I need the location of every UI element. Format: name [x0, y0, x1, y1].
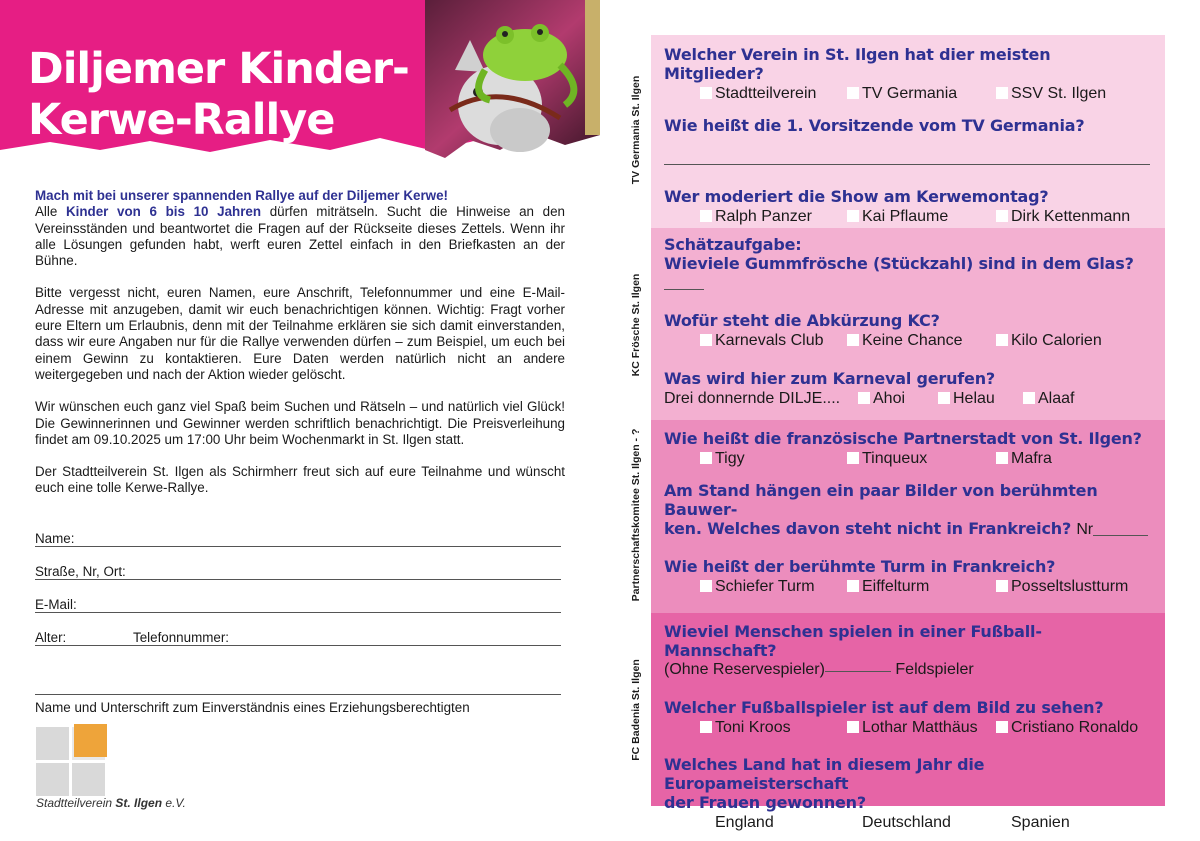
checkbox[interactable]	[938, 392, 950, 404]
option-england[interactable]: England	[700, 814, 774, 832]
checkbox[interactable]	[996, 580, 1008, 592]
name-field[interactable]	[35, 530, 561, 547]
address-label: Straße, Nr, Ort:	[35, 564, 126, 579]
question-buildings-line1: Am Stand hängen ein paar Bilder von berühmten Bauwer-	[664, 481, 1098, 519]
question-chairwoman: Wie heißt die 1. Vorsitzende vom TV Germania?	[664, 116, 1085, 135]
option-tinqueux[interactable]: Tinqueux	[847, 450, 927, 468]
option-ralph-panzer[interactable]: Ralph Panzer	[700, 208, 812, 226]
option-keine-chance[interactable]: Keine Chance	[847, 332, 963, 350]
question-football-player: Welcher Fußballspieler ist auf dem Bild zu sehen?	[664, 698, 1104, 717]
option-eiffelturm[interactable]: Eiffelturm	[847, 578, 929, 596]
checkbox[interactable]	[847, 87, 859, 99]
checkbox[interactable]	[858, 392, 870, 404]
checkbox[interactable]	[847, 452, 859, 464]
section-label-tv-germania: TV Germania St. Ilgen	[630, 75, 642, 185]
section-partnerschaft	[651, 420, 1165, 613]
checkbox[interactable]	[700, 580, 712, 592]
section-tv-germania	[651, 35, 1165, 228]
option-deutschland[interactable]: Deutschland	[847, 814, 951, 832]
option-stadtteilverein[interactable]: Stadtteilverein	[700, 85, 816, 103]
intro-text	[35, 188, 565, 513]
options-largest-club	[664, 85, 1153, 104]
option-schiefer-turm[interactable]: Schiefer Turm	[700, 578, 815, 596]
section-fc-badenia	[651, 613, 1165, 831]
question-famous-tower: Wie heißt der berühmte Turm in Frankreich?	[664, 557, 1056, 576]
carnival-call-prefix: Drei donnernde DILJE....	[664, 390, 841, 407]
option-tv-germania[interactable]: TV Germania	[847, 85, 957, 103]
checkbox[interactable]	[700, 721, 712, 733]
frog-pupil-right	[537, 29, 543, 35]
section-label-kc-froesche: KC Frösche St. Ilgen	[630, 273, 642, 377]
option-toni-kroos[interactable]: Toni Kroos	[700, 719, 791, 737]
intro-closing-paragraph: Der Stadtteilverein St. Ilgen als Schirmherr freut sich auf eure Teilnahme und wünscht euch eine tolle Kerwe-Rallye.	[35, 464, 565, 496]
option-posseltslustturm[interactable]: Posseltslustturm	[996, 578, 1128, 596]
option-dirk-kettenmann[interactable]: Dirk Kettenmann	[996, 208, 1130, 226]
options-famous-tower	[664, 578, 1153, 597]
section-label-partnerschaft: Partnerschaftskomitee St. Ilgen - ?	[630, 428, 642, 602]
checkbox[interactable]	[1023, 392, 1035, 404]
options-show-host	[664, 208, 1153, 227]
option-mafra[interactable]: Mafra	[996, 450, 1052, 468]
checkbox[interactable]	[996, 334, 1008, 346]
option-karnevals-club[interactable]: Karnevals Club	[700, 332, 824, 350]
question-show-host: Wer moderiert die Show am Kerwemontag?	[664, 187, 1049, 206]
checkbox[interactable]	[996, 452, 1008, 464]
checkbox[interactable]	[700, 87, 712, 99]
address-field[interactable]	[35, 563, 561, 580]
frog-body	[483, 29, 567, 81]
checkbox[interactable]	[700, 816, 712, 828]
option-kai-pflaume[interactable]: Kai Pflaume	[847, 208, 948, 226]
option-ahoi[interactable]: Ahoi	[858, 390, 905, 408]
checkbox[interactable]	[996, 816, 1008, 828]
logo-square	[36, 727, 69, 760]
option-tigy[interactable]: Tigy	[700, 450, 745, 468]
option-alaaf[interactable]: Alaaf	[1023, 390, 1074, 408]
option-spanien[interactable]: Spanien	[996, 814, 1070, 832]
options-carnival-call	[664, 390, 1153, 409]
question-buildings-line2: ken. Welches davon steht nicht in Frankreich? Nr	[664, 519, 1153, 539]
question-partner-city: Wie heißt die französische Partnerstadt von St. Ilgen?	[664, 429, 1142, 448]
checkbox[interactable]	[847, 816, 859, 828]
age-label: Alter:	[35, 630, 67, 645]
hero-banner	[0, 0, 600, 175]
checkbox[interactable]	[847, 334, 859, 346]
frog-pupil-left	[502, 31, 508, 37]
checkbox[interactable]	[996, 87, 1008, 99]
email-label: E-Mail:	[35, 597, 77, 612]
options-partner-city	[664, 450, 1153, 469]
signature-label: Name und Unterschrift zum Einverständnis eines Erziehungsberechtigten	[35, 700, 470, 715]
checkbox[interactable]	[847, 210, 859, 222]
option-kilo-calorien[interactable]: Kilo Calorien	[996, 332, 1102, 350]
question-gummy-frogs: Wieviele Gummfrösche (Stückzahl) sind in dem Glas?	[664, 254, 1153, 292]
email-field[interactable]	[35, 596, 561, 613]
question-euro-champion-line1: Welches Land hat in diesem Jahr die Europameisterschaft	[664, 755, 985, 793]
option-helau[interactable]: Helau	[938, 390, 995, 408]
title-line-2: Kerwe-Rallye	[28, 95, 335, 145]
checkbox[interactable]	[996, 210, 1008, 222]
question-euro-champion-line2: der Frauen gewonnen?	[664, 793, 866, 812]
answer-line-team-size[interactable]	[825, 671, 891, 672]
option-ssv[interactable]: SSV St. Ilgen	[996, 85, 1106, 103]
intro-age-highlight: Kinder von 6 bis 10 Jahren	[65, 204, 262, 220]
number-label: Nr	[1076, 521, 1093, 538]
question-carnival-call: Was wird hier zum Karneval gerufen?	[664, 369, 995, 388]
intro-p1-end: dürfen miträtseln. Sucht die Hinweise an den Vereinsständen und beantwortet die Fragen auf der Rückseite dieses Zettels. Wenn ihr alle Lösungen gefunden habt, werft euren Zettel einfach in den Briefkasten an der Bühne.	[35, 204, 565, 269]
page-title	[28, 44, 409, 146]
checkbox[interactable]	[996, 721, 1008, 733]
title-line-1: Diljemer Kinder-	[28, 44, 409, 94]
signature-field[interactable]	[35, 694, 561, 695]
options-kc-meaning	[664, 332, 1153, 351]
carousel-pole	[585, 0, 600, 135]
checkbox[interactable]	[700, 452, 712, 464]
options-euro-champion	[664, 814, 1153, 833]
answer-line-gummy-frogs[interactable]	[664, 289, 704, 290]
age-phone-field[interactable]	[35, 629, 561, 646]
horse-muzzle	[490, 108, 550, 152]
name-label: Name:	[35, 531, 75, 546]
question-kc-meaning: Wofür steht die Abkürzung KC?	[664, 311, 940, 330]
logo-text: Stadtteilverein St. Ilgen e.V.	[36, 796, 186, 810]
logo-square	[36, 763, 69, 796]
intro-prize-paragraph: Wir wünschen euch ganz viel Spaß beim Suchen und Rätseln – und natürlich viel Glück! Die Gewinnerinnen und Gewinner werden schriftlich benachrichtigt. Die Preisverleihung findet am 09.10.2025 um 17:00 Uhr beim Wochenmarkt in St. Ilgen statt.	[35, 399, 565, 447]
logo-square	[72, 763, 105, 796]
option-cristiano-ronaldo[interactable]: Cristiano Ronaldo	[996, 719, 1138, 737]
option-lothar-matthaeus[interactable]: Lothar Matthäus	[847, 719, 978, 737]
options-football-player	[664, 719, 1153, 738]
question-largest-club: Welcher Verein in St. Ilgen hat dier meisten Mitglieder?	[664, 45, 1051, 83]
section-label-fc-badenia: FC Badenia St. Ilgen	[630, 659, 642, 761]
intro-p1-start: Alle	[35, 204, 66, 220]
section-kc-froesche	[651, 228, 1165, 420]
checkbox[interactable]	[700, 334, 712, 346]
answer-line-building-number[interactable]	[1093, 535, 1148, 536]
intro-privacy-paragraph: Bitte vergesst nicht, euren Namen, eure Anschrift, Telefonnummer und eine E-Mail-Adresse mit anzugeben, damit wir euch benachrichtigen können. Wichtig: Fragt vorher eure Eltern um Erlaubnis, denn mit der Teilnahme erklären sie sich damit einverstanden, dass wir eure Angaben nur für die Rallye verwenden dürfen – zum Beispiel, um euch bei einem Gewinn zu kontaktieren. Eure Daten werden natürlich nicht an andere weitergegeben und nach der Aktion wieder gelöscht.	[35, 285, 565, 382]
checkbox[interactable]	[847, 580, 859, 592]
stadtteilverein-logo	[36, 724, 196, 814]
estimate-task-title: Schätzaufgabe:	[664, 235, 802, 254]
checkbox[interactable]	[700, 210, 712, 222]
checkbox[interactable]	[847, 721, 859, 733]
question-team-size: Wieviel Menschen spielen in einer Fußball-Mannschaft?	[664, 622, 1042, 660]
team-size-answer: (Ohne Reservespieler) Feldspieler	[664, 661, 974, 678]
logo-square-accent	[74, 724, 107, 757]
phone-label: Telefonnummer:	[133, 630, 230, 645]
answer-line-chairwoman[interactable]	[664, 164, 1150, 165]
intro-lead: Mach mit bei unserer spannenden Rallye auf der Diljemer Kerwe!	[35, 188, 449, 203]
